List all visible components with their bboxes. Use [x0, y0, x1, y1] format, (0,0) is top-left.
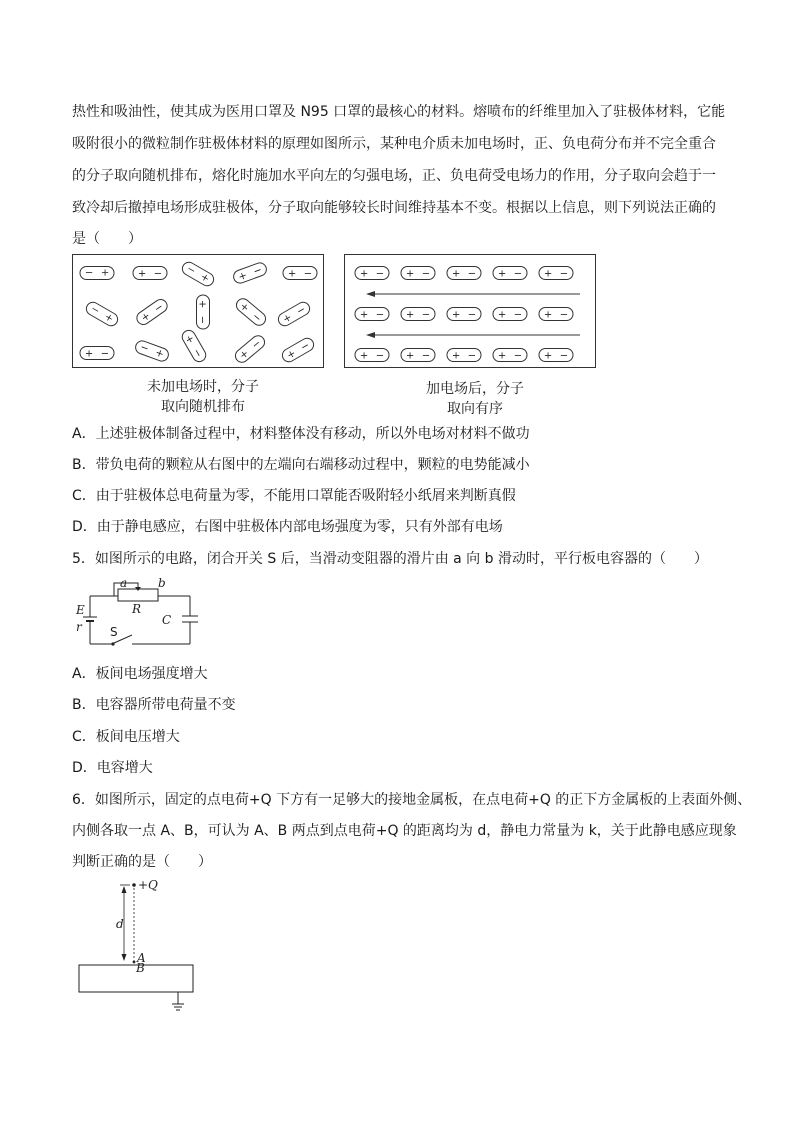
svg-text:+: +	[139, 310, 153, 325]
point-charge	[132, 883, 136, 887]
svg-text:−: −	[513, 268, 523, 280]
molecule-ordered	[493, 349, 527, 362]
svg-text:+: +	[451, 350, 461, 362]
svg-text:+: +	[543, 309, 553, 321]
intro-line-3: 的分子取向随机排布，熔化时施加水平向左的匀强电场，正、负电荷受电场力的作用，分子取向会趋于一	[72, 168, 716, 184]
label-b: b	[158, 576, 166, 590]
molecule-random	[180, 260, 216, 288]
svg-text:+: +	[103, 310, 116, 324]
molecule-ordered	[355, 267, 389, 280]
intro-line-1: 热性和吸油性，使其成为医用口罩及 N95 口罩的最核心的材料。熔喷布的纤维里加入了驻极体材料，它能	[72, 104, 726, 120]
svg-text:−: −	[559, 268, 569, 280]
molecule-ordered	[447, 349, 481, 362]
svg-text:−: −	[559, 309, 569, 321]
q5-stem: 5．如图所示的电路，闭合开关 S 后，当滑动变阻器的滑片由 a 向 b 滑动时，平行板电容器的（ ）	[72, 551, 708, 567]
fig-left-caption-2: 取向随机排布	[161, 399, 245, 415]
molecule-random	[276, 300, 312, 328]
q5-option-b: B．电容器所带电荷量不变	[72, 697, 236, 713]
molecule-random	[80, 347, 114, 360]
label-d: d	[116, 917, 124, 931]
q6-point-charge-diagram	[74, 876, 204, 1016]
molecule-ordered	[539, 308, 573, 321]
fig-right-caption-1: 加电场后，分子	[426, 381, 524, 397]
q4-option-d: D．由于静电感应，右图中驻极体内部电场强度为零，只有外部有电场	[72, 519, 503, 535]
svg-text:−: −	[513, 350, 523, 362]
molecule-random	[197, 295, 210, 329]
svg-text:−: −	[467, 309, 477, 321]
svg-text:+: +	[359, 309, 369, 321]
svg-text:+: +	[100, 266, 110, 278]
svg-text:+: +	[137, 268, 147, 280]
svg-text:−: −	[421, 350, 431, 362]
svg-text:−: −	[153, 268, 163, 280]
svg-text:−: −	[249, 310, 264, 325]
molecule-random	[280, 336, 316, 364]
label-B: B	[136, 961, 145, 975]
svg-text:−: −	[299, 340, 312, 354]
svg-text:−: −	[89, 302, 102, 316]
fig-ordered-molecules	[344, 254, 596, 368]
molecule-random	[283, 267, 317, 280]
molecule-random	[133, 267, 167, 280]
svg-text:+: +	[405, 350, 415, 362]
svg-text:−: −	[152, 301, 166, 316]
fig-random-molecules	[72, 254, 324, 368]
molecule-random	[80, 267, 114, 280]
point-A	[133, 961, 136, 964]
molecule-random	[180, 328, 208, 364]
svg-text:−: −	[252, 264, 264, 278]
molecule-ordered	[401, 308, 435, 321]
svg-text:−: −	[467, 350, 477, 362]
field-arrowhead	[366, 332, 375, 338]
label-a: a	[120, 576, 128, 590]
label-E: E	[76, 603, 85, 617]
intro-line-5: 是（ ）	[72, 231, 142, 247]
svg-text:−: −	[421, 268, 431, 280]
q5-option-d: D．电容增大	[72, 760, 153, 776]
fig-right-caption-2: 取向有序	[447, 401, 503, 417]
svg-text:−: −	[375, 268, 385, 280]
svg-text:+: +	[154, 346, 166, 360]
label-R: R	[132, 602, 142, 616]
svg-text:−: −	[100, 348, 110, 360]
svg-text:−: −	[196, 315, 208, 325]
molecule-random	[134, 297, 169, 327]
svg-text:+: +	[359, 268, 369, 280]
svg-text:−: −	[559, 350, 569, 362]
svg-text:−: −	[84, 266, 94, 278]
svg-text:−: −	[513, 309, 523, 321]
svg-text:+: +	[497, 350, 507, 362]
svg-text:+: +	[451, 309, 461, 321]
intro-line-2: 吸附很小的微粒制作驻极体材料的原理如图所示，某种电介质未加电场时，正、负电荷分布并不完全重合	[72, 136, 716, 152]
svg-text:+: +	[237, 270, 249, 284]
q5-option-a: A．板间电场强度增大	[72, 666, 208, 682]
molecule-random	[84, 300, 120, 328]
svg-text:−: −	[375, 350, 385, 362]
label-charge: +Q	[138, 878, 158, 892]
svg-text:+: +	[285, 348, 298, 362]
svg-text:+: +	[497, 268, 507, 280]
svg-text:+: +	[543, 268, 553, 280]
label-S: S	[110, 625, 118, 639]
molecule-ordered	[401, 349, 435, 362]
q4-option-b: B．带负电荷的颗粒从右图中的左端向右端移动过程中，颗粒的电势能减小	[72, 457, 530, 473]
molecule-random	[134, 339, 170, 363]
molecule-ordered	[539, 267, 573, 280]
q5-circuit-diagram	[76, 578, 206, 650]
svg-text:−: −	[190, 347, 204, 360]
molecule-ordered	[401, 267, 435, 280]
svg-text:+: +	[451, 268, 461, 280]
svg-text:+: +	[359, 350, 369, 362]
intro-line-4: 致冷却后撤掉电场形成驻极体，分子取向能够较长时间维持基本不变。根据以上信息，则下列说法正确的	[72, 200, 716, 216]
molecule-ordered	[355, 308, 389, 321]
svg-text:+: +	[287, 268, 297, 280]
svg-text:−: −	[295, 304, 308, 318]
label-C: C	[162, 613, 172, 627]
molecule-ordered	[447, 267, 481, 280]
svg-text:+: +	[199, 270, 212, 284]
svg-text:+: +	[497, 309, 507, 321]
svg-text:+: +	[237, 347, 252, 362]
molecule-ordered	[355, 349, 389, 362]
svg-text:+: +	[196, 299, 208, 309]
svg-text:−: −	[467, 268, 477, 280]
label-A: A	[137, 951, 146, 965]
svg-text:+: +	[182, 333, 196, 346]
svg-text:−: −	[421, 309, 431, 321]
molecule-random	[233, 333, 267, 365]
svg-text:−: −	[375, 309, 385, 321]
svg-text:−: −	[303, 268, 313, 280]
field-arrowhead	[366, 291, 375, 297]
q6-stem-line-1: 6．如图所示，固定的点电荷+Q 下方有一足够大的接地金属板，在点电荷+Q 的正下方金属板的上表面外侧、	[72, 792, 752, 808]
molecule-random	[232, 261, 268, 285]
svg-text:+: +	[237, 300, 251, 315]
svg-text:−: −	[185, 262, 198, 276]
q6-stem-line-3: 判断正确的是（ ）	[72, 854, 212, 870]
svg-text:+: +	[405, 309, 415, 321]
svg-text:+: +	[84, 348, 94, 360]
q5-option-c: C．板间电压增大	[72, 729, 180, 745]
molecule-ordered	[447, 308, 481, 321]
svg-text:−: −	[139, 340, 151, 354]
svg-text:−: −	[250, 337, 264, 352]
svg-text:+: +	[405, 268, 415, 280]
q6-stem-line-2: 内侧各取一点 A、B，可认为 A、B 两点到点电荷+Q 的距离均为 d，静电力常量为 k，关于此静电感应现象	[72, 823, 737, 839]
svg-text:+: +	[281, 312, 294, 326]
molecule-random	[234, 296, 268, 328]
q4-option-a: A．上述驻极体制备过程中，材料整体没有移动，所以外电场对材料不做功	[72, 426, 530, 442]
molecule-ordered	[493, 308, 527, 321]
fig-left-caption-1: 未加电场时，分子	[147, 379, 259, 395]
molecule-ordered	[493, 267, 527, 280]
q4-option-c: C．由于驻极体总电荷量为零，不能用口罩能否吸附轻小纸屑来判断真假	[72, 488, 516, 504]
label-r: r	[76, 620, 82, 634]
svg-text:+: +	[543, 350, 553, 362]
molecule-ordered	[539, 349, 573, 362]
